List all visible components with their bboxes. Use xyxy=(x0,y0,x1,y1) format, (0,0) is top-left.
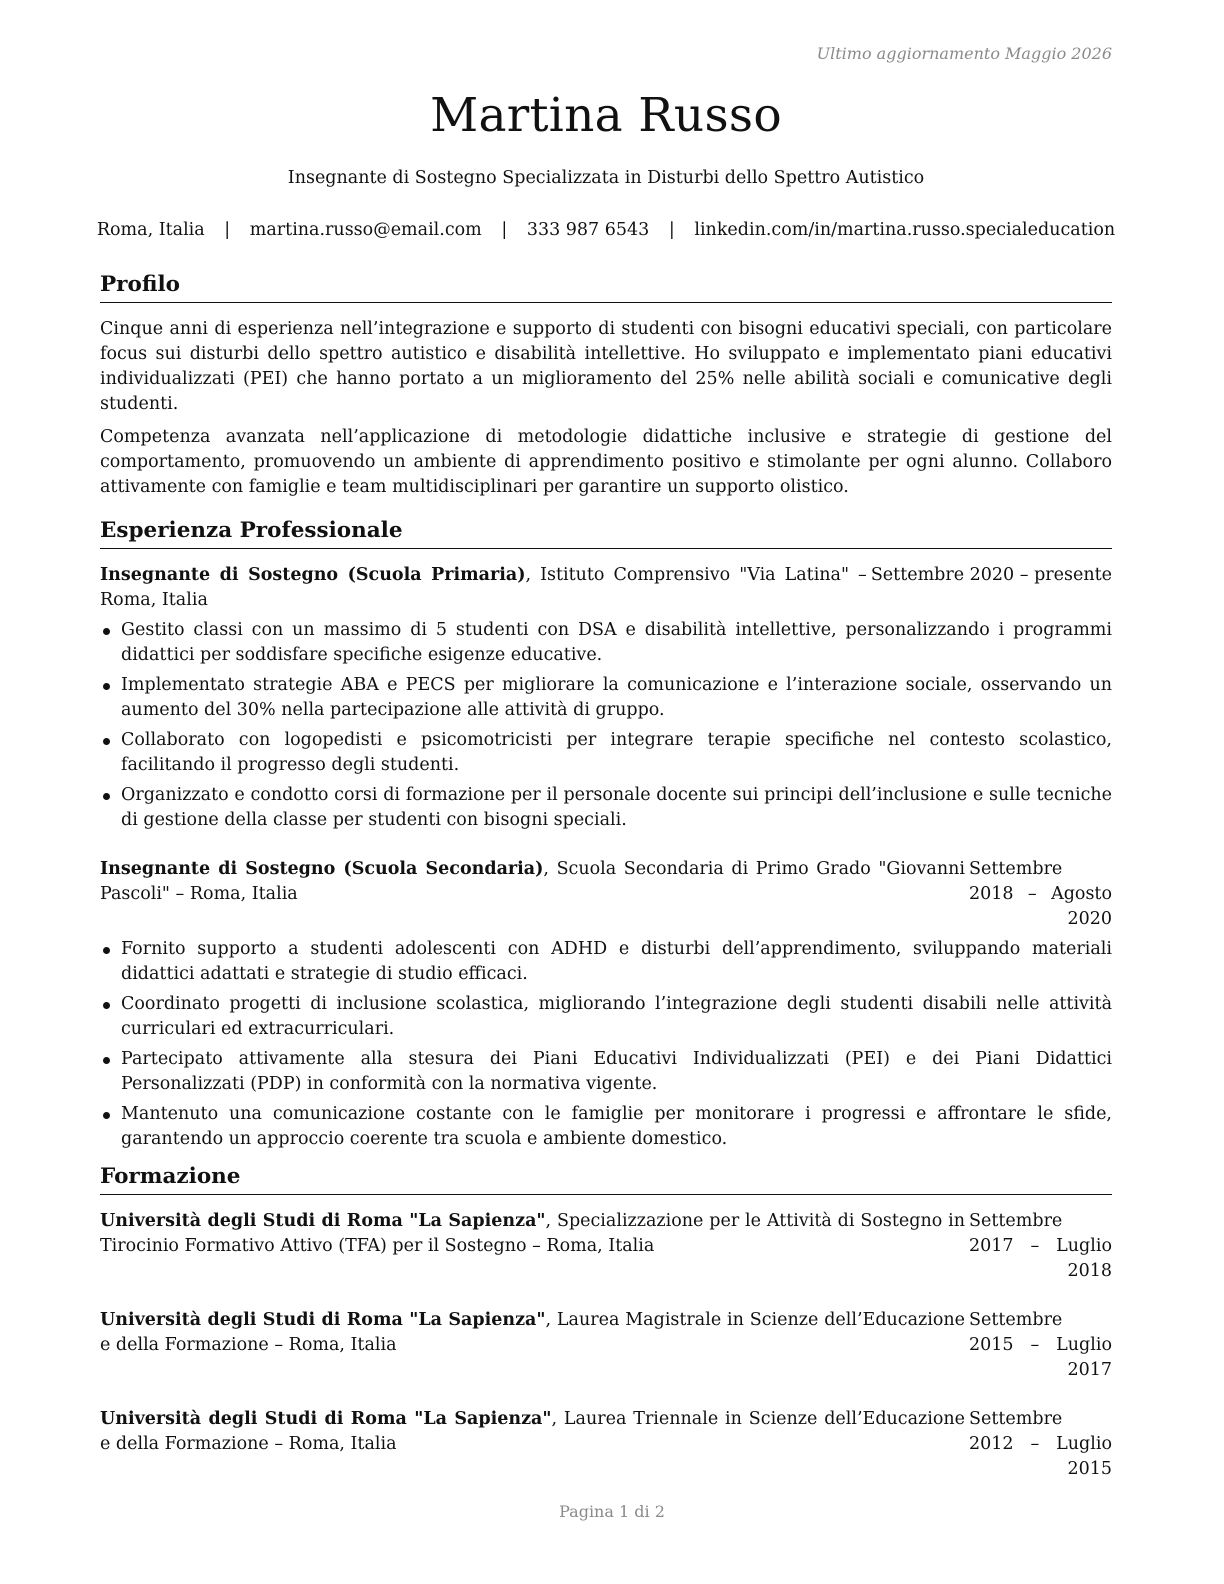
education-title-line xyxy=(100,1209,965,1259)
education-institution: Università degli Studi di Roma "La Sapienza" xyxy=(100,1409,552,1429)
job-title-line xyxy=(100,563,867,613)
education-title-line xyxy=(100,1407,965,1457)
education-title-line xyxy=(100,1308,965,1358)
contact-phone[interactable]: 333 987 6543 xyxy=(526,220,650,240)
education-degree: , Specializzazione per le Attività di Sostegno in Tirocinio Formativo Attivo (TFA) per il Sostegno – Roma, Italia xyxy=(100,1211,965,1256)
education-dates: Settembre 2012 – Luglio 2015 xyxy=(969,1409,1112,1479)
job-bullets xyxy=(100,618,1112,833)
job-role: Insegnante di Sostegno (Scuola Secondaria) xyxy=(100,859,544,879)
education-degree: , Laurea Magistrale in Scienze dell’Educazione e della Formazione – Roma, Italia xyxy=(100,1310,966,1355)
section-title-profile: Profilo xyxy=(100,270,1112,303)
job-role: Insegnante di Sostegno (Scuola Primaria) xyxy=(100,565,526,585)
contact-linkedin[interactable]: linkedin.com/in/martina.russo.specialeducation xyxy=(694,220,1116,240)
education-header xyxy=(100,1308,1112,1383)
job-dates: Settembre 2020 – presente xyxy=(870,565,1112,585)
education-header xyxy=(100,1407,1112,1482)
job-bullet: Mantenuto una comunicazione costante con le famiglie per monitorare i progressi e affrontare le sfide, garantendo un approccio coerente tra scuola e ambiente domestico. xyxy=(100,1102,1112,1152)
job-bullets xyxy=(100,937,1112,1152)
section-title-education: Formazione xyxy=(100,1162,1112,1195)
job-bullet: Gestito classi con un massimo di 5 studenti con DSA e disabilità intellettive, personalizzando i programmi didattici per soddisfare specifiche esigenze educative. xyxy=(100,618,1112,668)
experience-section xyxy=(100,516,1112,1152)
job-bullet: Organizzato e condotto corsi di formazione per il personale docente sui principi dell’inclusione e sulle tecniche di gestione della classe per studenti con bisogni speciali. xyxy=(100,783,1112,833)
education-section xyxy=(100,1162,1112,1482)
job-employer: , Istituto Comprensivo "Via Latina" – Roma, Italia xyxy=(100,565,867,610)
contact-separator: | xyxy=(224,220,231,240)
resume-page xyxy=(96,0,1116,1584)
candidate-name: Martina Russo xyxy=(430,88,782,143)
contact-line xyxy=(60,220,1152,240)
education-institution: Università degli Studi di Roma "La Sapienza" xyxy=(100,1310,546,1330)
education-header xyxy=(100,1209,1112,1284)
job-entry xyxy=(100,857,1112,1152)
education-degree: , Laurea Triennale in Scienze dell’Educazione e della Formazione – Roma, Italia xyxy=(100,1409,966,1454)
profile-section xyxy=(100,270,1112,500)
contact-email[interactable]: martina.russo@email.com xyxy=(249,220,482,240)
job-bullet: Fornito supporto a studenti adolescenti con ADHD e disturbi dell’apprendimento, sviluppando materiali didattici adattati e strategie di studio efficaci. xyxy=(100,937,1112,987)
education-institution: Università degli Studi di Roma "La Sapienza" xyxy=(100,1211,546,1231)
job-title-line xyxy=(100,857,965,907)
education-entry xyxy=(100,1407,1112,1482)
job-bullet: Partecipato attivamente alla stesura dei Piani Educativi Individualizzati (PEI) e dei Piani Didattici Personalizzati (PDP) in conformità con la normativa vigente. xyxy=(100,1047,1112,1097)
job-entry xyxy=(100,563,1112,833)
contact-location: Roma, Italia xyxy=(96,220,205,240)
last-updated: Ultimo aggiornamento Maggio 2026 xyxy=(816,44,1112,63)
profile-paragraph: Cinque anni di esperienza nell’integrazione e supporto di studenti con bisogni educativi speciali, con particolare focus sui disturbi dello spettro autistico e disabilità intellettive. Ho sviluppato e implementato piani educativi individualizzati (PEI) che hanno portato a un miglioramento del 25% nelle abilità sociali e comunicative degli studenti. xyxy=(100,319,1112,414)
contact-separator: | xyxy=(501,220,508,240)
education-dates: Settembre 2015 – Luglio 2017 xyxy=(969,1310,1112,1380)
education-entry xyxy=(100,1308,1112,1383)
education-entry xyxy=(100,1209,1112,1284)
page-number: Pagina 1 di 2 xyxy=(559,1502,665,1521)
profile-paragraph: Competenza avanzata nell’applicazione di metodologie didattiche inclusive e strategie di gestione del comportamento, promuovendo un ambiente di apprendimento positivo e stimolante per ogni alunno. Collaboro attivamente con famiglie e team multidisciplinari per garantire un supporto olistico. xyxy=(100,427,1112,497)
resume-content xyxy=(100,270,1112,1500)
candidate-headline: Insegnante di Sostegno Specializzata in Disturbi dello Spettro Autistico xyxy=(287,168,925,188)
education-dates: Settembre 2017 – Luglio 2018 xyxy=(969,1211,1112,1281)
job-bullet: Collaborato con logopedisti e psicomotricisti per integrare terapie specifiche nel contesto scolastico, facilitando il progresso degli studenti. xyxy=(100,728,1112,778)
job-employer: , Scuola Secondaria di Primo Grado "Giovanni Pascoli" – Roma, Italia xyxy=(100,859,965,904)
section-title-experience: Esperienza Professionale xyxy=(100,516,1112,549)
job-bullet: Coordinato progetti di inclusione scolastica, migliorando l’integrazione degli studenti disabili nelle attività curriculari ed extracurriculari. xyxy=(100,992,1112,1042)
contact-separator: | xyxy=(668,220,675,240)
job-dates: Settembre 2018 – Agosto 2020 xyxy=(969,859,1112,929)
job-header xyxy=(100,857,1112,932)
job-header xyxy=(100,563,1112,613)
job-bullet: Implementato strategie ABA e PECS per migliorare la comunicazione e l’interazione sociale, osservando un aumento del 30% nella partecipazione alle attività di gruppo. xyxy=(100,673,1112,723)
